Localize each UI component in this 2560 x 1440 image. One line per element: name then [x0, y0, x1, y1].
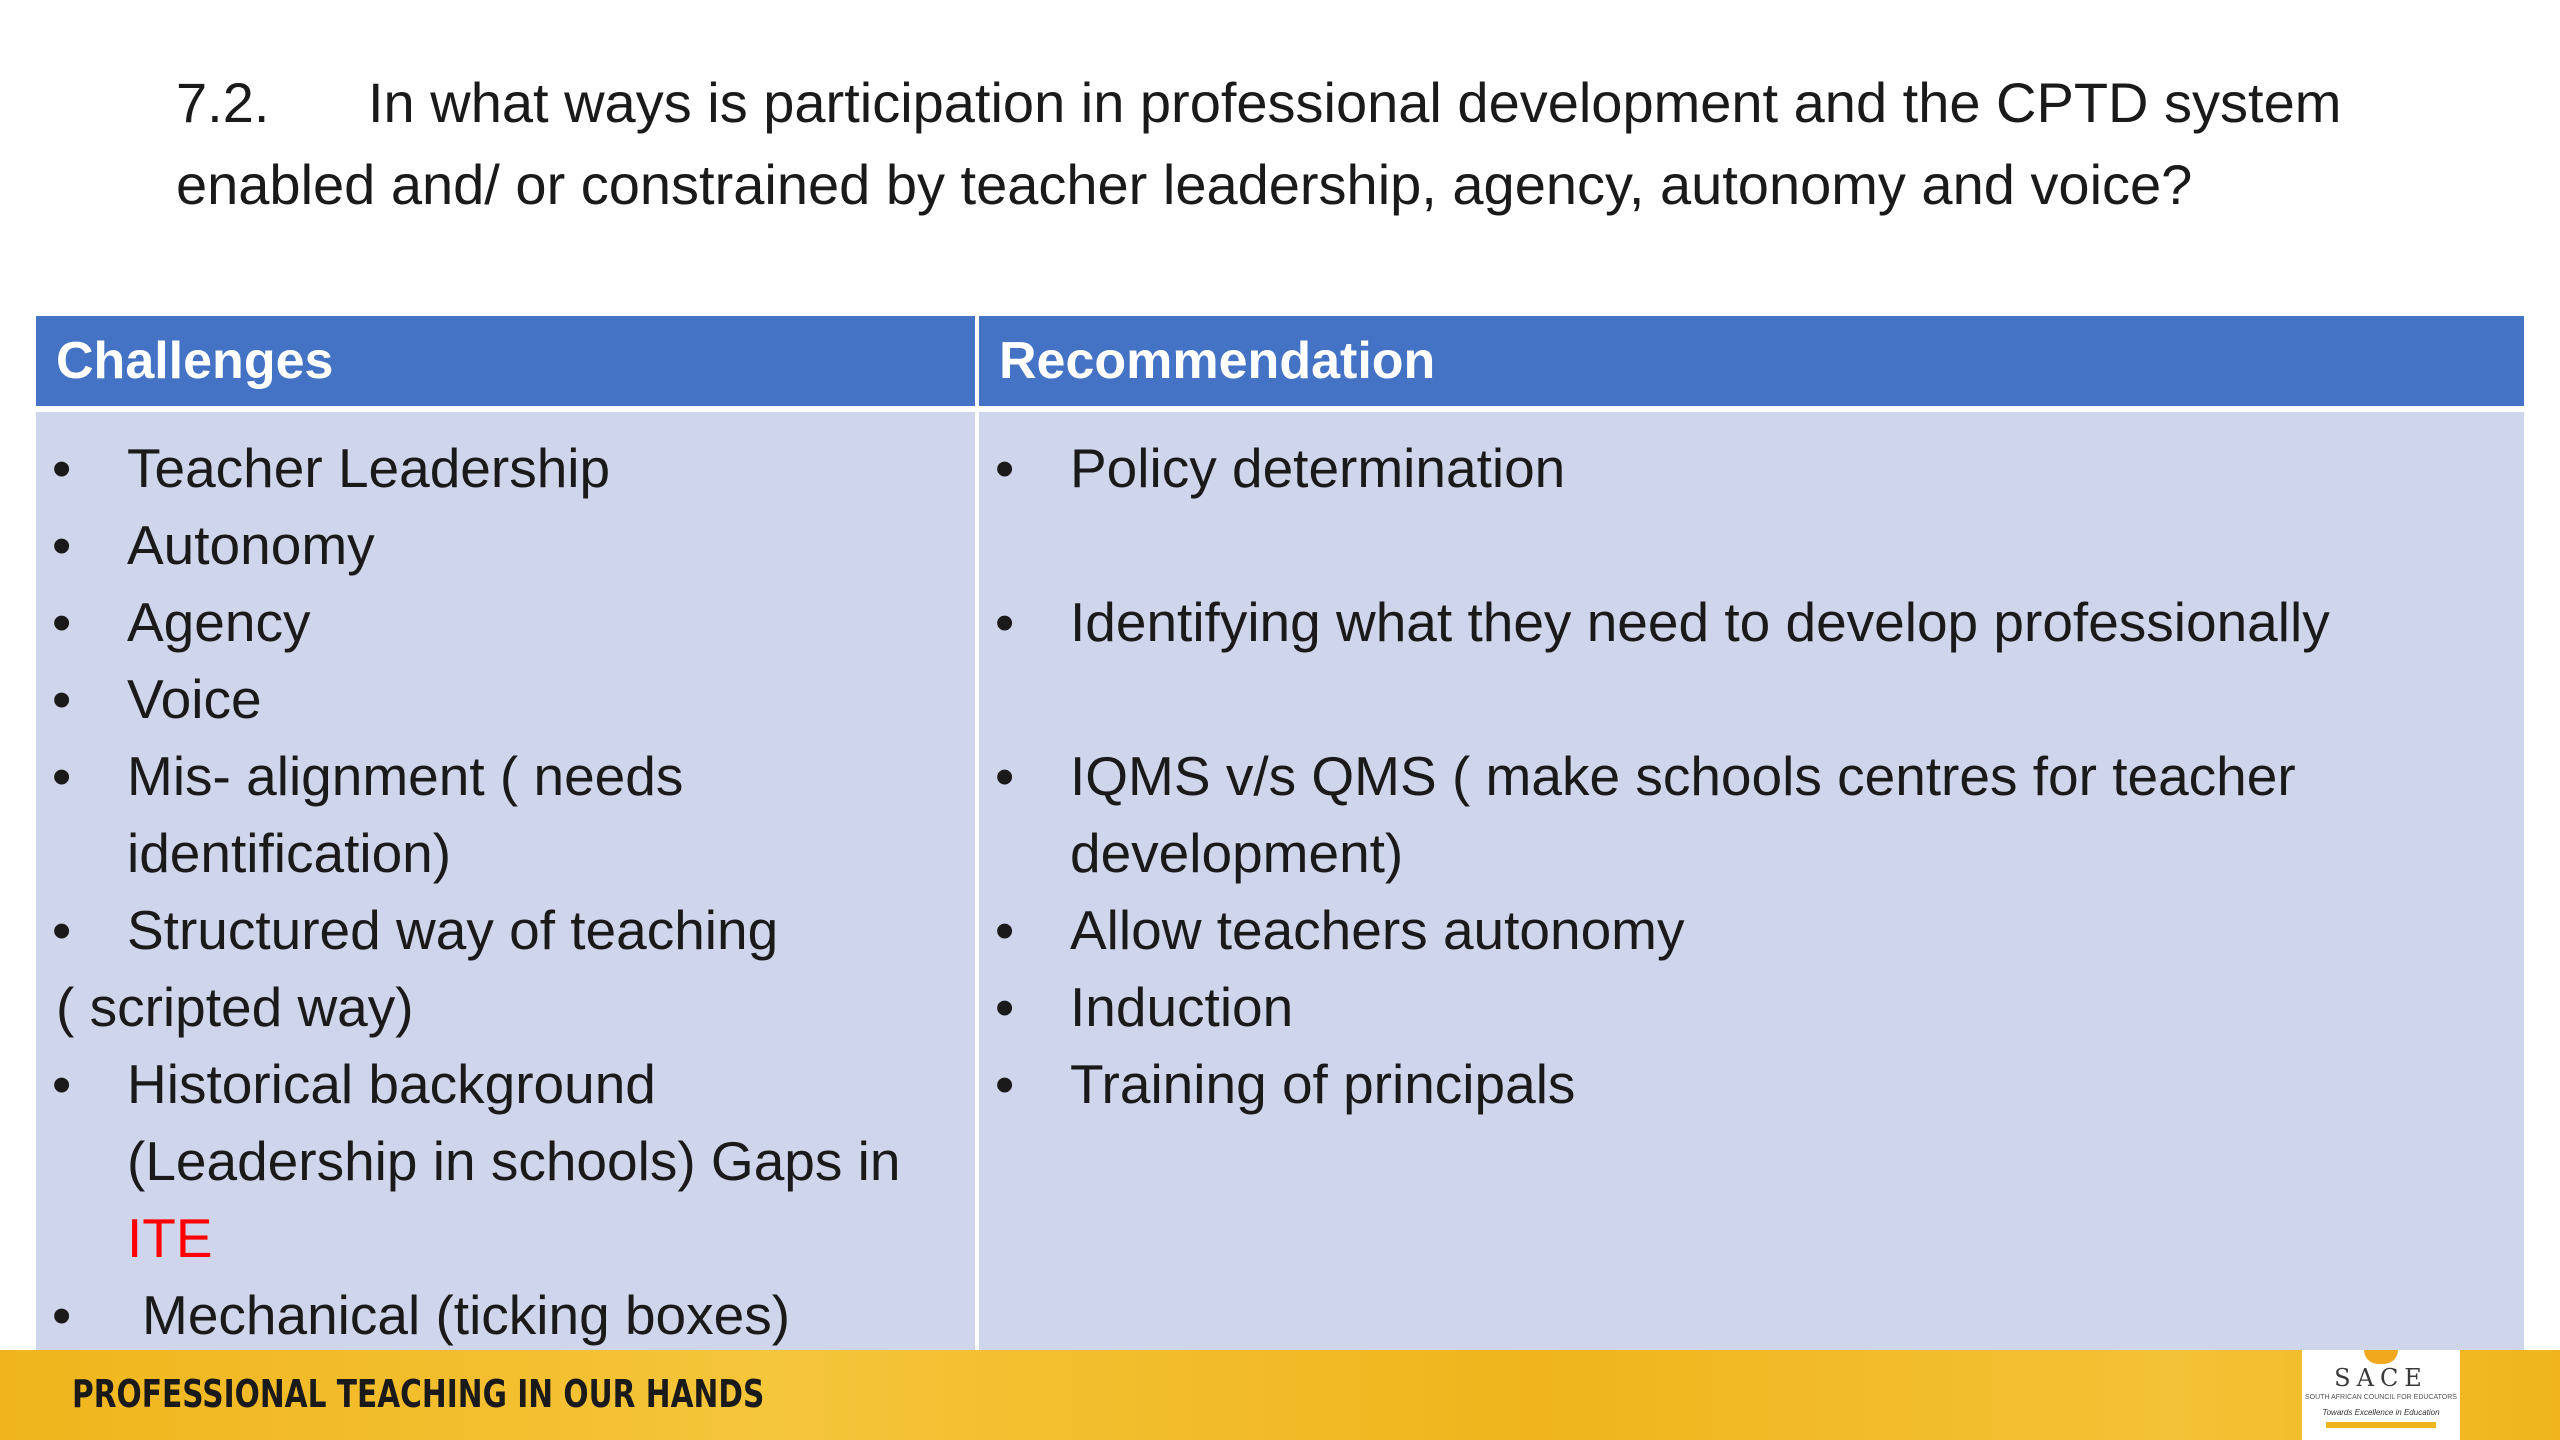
bullet-icon: •	[52, 745, 72, 807]
logo-subtitle: SOUTH AFRICAN COUNCIL FOR EDUCATORS	[2305, 1394, 2457, 1401]
bullet-icon: •	[995, 591, 1015, 653]
list-item: • Training of principals	[979, 1046, 2524, 1123]
recommendation-cell	[979, 412, 2524, 1350]
logo-wordmark: SACE	[2334, 1364, 2428, 1392]
bullet-icon: •	[52, 1284, 72, 1346]
list-item: • Historical background	[36, 1046, 975, 1123]
list-item: • Policy determination	[979, 430, 2524, 507]
title-line-1	[176, 62, 2456, 144]
recommendation-column	[979, 316, 2524, 1350]
logo-bar	[2326, 1422, 2436, 1428]
bullet-icon: •	[52, 899, 72, 961]
footer-banner	[0, 1350, 2560, 1440]
list-item: • Mis- alignment ( needs	[36, 738, 975, 815]
challenges-recommendation-table	[36, 316, 2524, 1350]
list-item-continuation: ( scripted way)	[56, 976, 414, 1038]
challenges-column	[36, 316, 975, 1350]
sace-logo	[2302, 1350, 2460, 1440]
bullet-icon: •	[995, 1053, 1015, 1115]
list-item: • Identifying what they need to develop professionally	[979, 584, 2524, 661]
title-text-line-1: In what ways is participation in professional development and the CPTD system	[368, 71, 2342, 134]
list-item: • Induction	[979, 969, 2524, 1046]
list-item-continuation	[36, 1200, 975, 1277]
list-item: • Mechanical (ticking boxes)	[36, 1277, 975, 1354]
list-item: • Agency	[36, 584, 975, 661]
list-item: • Autonomy	[36, 507, 975, 584]
logo-motto: Towards Excellence in Education	[2322, 1408, 2440, 1417]
title-number: 7.2.	[176, 71, 270, 134]
list-item-continuation: development)	[1070, 822, 1404, 884]
bullet-icon: •	[995, 899, 1015, 961]
challenges-header: Challenges	[36, 316, 975, 406]
list-item: • Allow teachers autonomy	[979, 892, 2524, 969]
list-item: • Structured way of teaching	[36, 892, 975, 969]
list-item: • IQMS v/s QMS ( make schools centres for teacher	[979, 738, 2524, 815]
recommendation-header: Recommendation	[979, 316, 2524, 406]
bullet-icon: •	[995, 745, 1015, 807]
footer-tagline: PROFESSIONAL TEACHING IN OUR HANDS	[72, 1372, 765, 1416]
list-item-continuation: identification)	[127, 822, 452, 884]
list-item: • Voice	[36, 661, 975, 738]
list-item-continuation: (Leadership in schools) Gaps in	[127, 1130, 901, 1192]
challenges-list	[36, 430, 975, 1354]
sun-icon	[2364, 1350, 2398, 1364]
bullet-icon: •	[52, 1053, 72, 1115]
list-item: • Teacher Leadership	[36, 430, 975, 507]
challenges-cell	[36, 412, 975, 1350]
bullet-icon: •	[995, 437, 1015, 499]
bullet-icon: •	[52, 437, 72, 499]
bullet-icon: •	[995, 976, 1015, 1038]
bullet-icon: •	[52, 514, 72, 576]
title-line-2: enabled and/ or constrained by teacher leadership, agency, autonomy and voice?	[176, 153, 2193, 216]
bullet-icon: •	[52, 591, 72, 653]
highlight-text: ITE	[127, 1207, 213, 1269]
slide-title	[176, 62, 2456, 226]
recommendation-list	[979, 430, 2524, 1123]
bullet-icon: •	[52, 668, 72, 730]
